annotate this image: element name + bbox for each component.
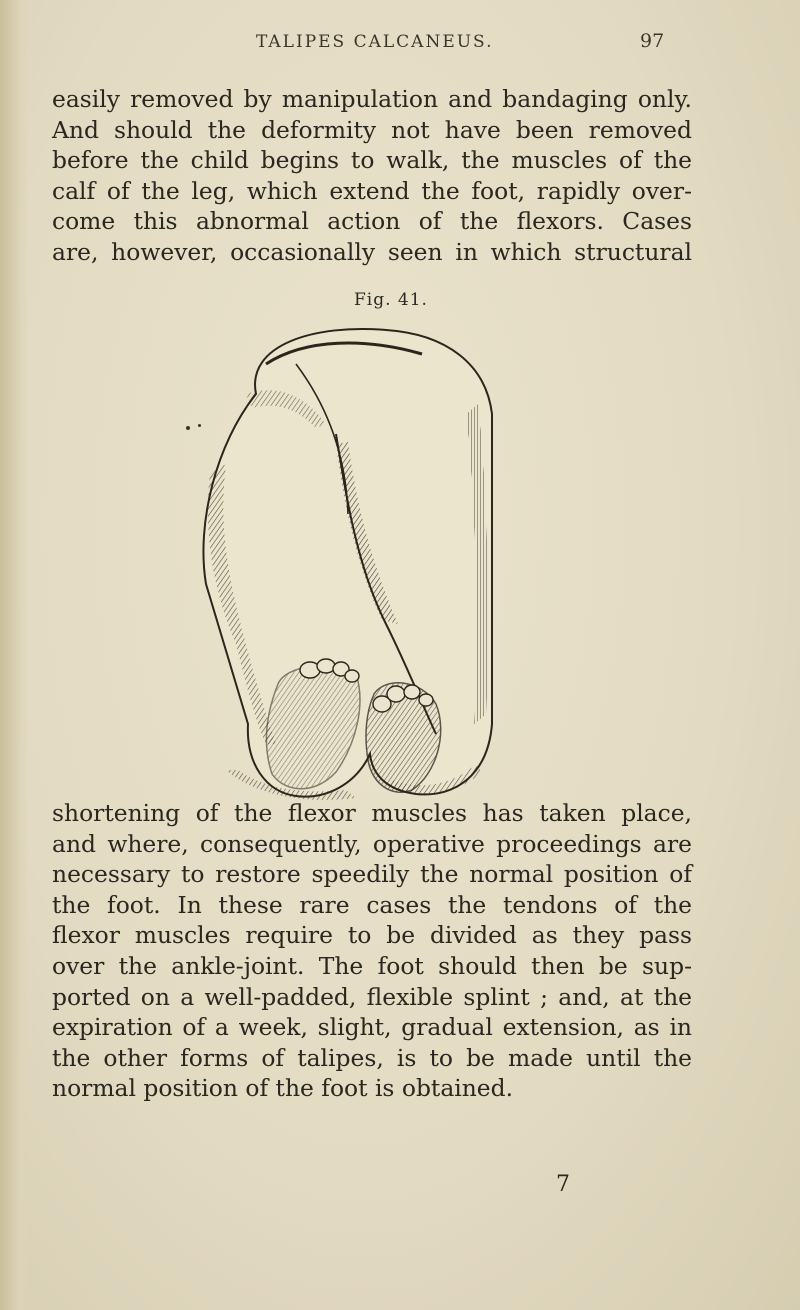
figure-illustration (186, 324, 516, 804)
running-head (0, 26, 800, 56)
text-line: the foot. In these rare cases the tendons of the (52, 890, 692, 919)
text-line: come this abnormal action of the flexors. Cases (52, 207, 692, 236)
page-number: 97 (640, 30, 665, 52)
stray-dot (198, 424, 201, 427)
signature-mark: 7 (556, 1172, 570, 1197)
paragraph-top (52, 84, 692, 268)
text-line: necessary to restore speedily the normal position of (52, 860, 692, 889)
text-line: normal position of the foot is obtained. (52, 1074, 514, 1103)
text-line: expiration of a week, slight, gradual extension, as in (52, 1013, 692, 1042)
text-line: easily removed by manipulation and bandaging only. (52, 85, 692, 113)
clubfoot-engraving (186, 324, 516, 804)
text-line: the other forms of talipes, is to be made until the (52, 1043, 692, 1072)
running-title: TALIPES CALCANEUS. (256, 32, 494, 52)
paragraph-bottom (52, 798, 692, 1104)
text-line: flexor muscles require to be divided as they pass (52, 921, 692, 950)
text-line: calf of the leg, which extend the foot, rapidly over- (52, 176, 692, 205)
text-line: over the ankle-joint. The foot should then be sup- (52, 951, 692, 980)
text-line: shortening of the flexor muscles has taken place, (52, 799, 692, 827)
figure-caption: Fig. 41. (354, 290, 428, 310)
text-line: ported on a well-padded, flexible splint ; and, at the (52, 982, 692, 1011)
stray-dot (186, 426, 190, 430)
text-line: And should the deformity not have been removed (52, 115, 692, 144)
page-edge-shadow (0, 0, 28, 1310)
text-line: before the child begins to walk, the muscles of the (52, 146, 692, 175)
text-line: are, however, occasionally seen in which structural (52, 237, 692, 266)
text-line: and where, consequently, operative proceedings are (52, 829, 692, 858)
